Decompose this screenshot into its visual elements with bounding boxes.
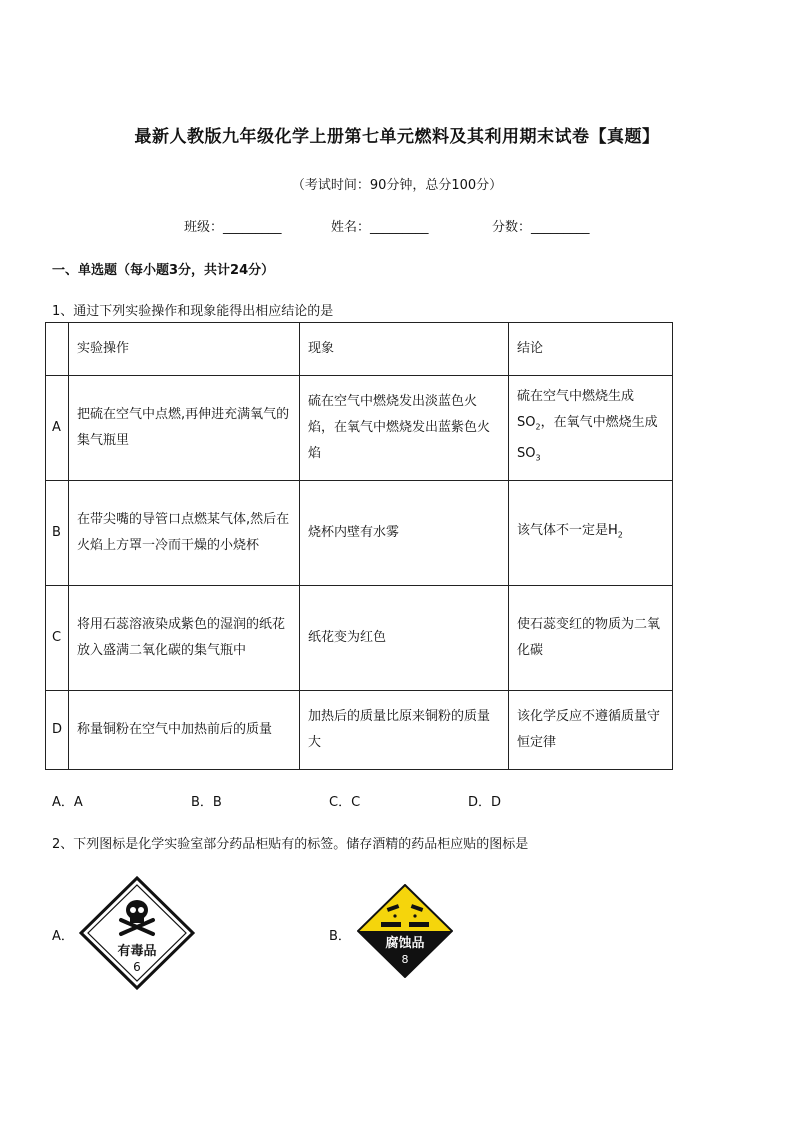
row-conclusion: 该气体不一定是$H_2$ [509,481,673,586]
toxic-sign-icon [79,876,195,990]
option-a[interactable]: A． [52,929,74,944]
option-c[interactable]: C．C [329,795,361,810]
table-row [46,481,673,586]
name-field: 姓名：_________ [331,220,429,235]
row-operation: 把硫在空气中点燃,再伸进充满氧气的集气瓶里 [69,376,300,481]
corrosive-sign-icon [357,884,453,978]
option-b[interactable]: B． [329,929,351,944]
row-label: B [46,481,69,586]
corrosive-sign-label: 腐蚀品 [385,936,425,951]
page-title: 最新人教版九年级化学上册第七单元燃料及其利用期末试卷【真题】 [134,127,660,147]
toxic-sign-number: 6 [133,960,141,974]
row-conclusion: 硫在空气中燃烧生成$SO_2$，在氧气中燃烧生成$SO_3$ [509,376,673,481]
table-row [46,586,673,691]
row-conclusion: 使石蕊变红的物质为二氧化碳 [509,586,673,691]
exam-duration: （考试时间：90分钟，总分100分） [291,178,503,193]
table-header-row [46,323,673,376]
option-d[interactable]: D．D [468,795,502,810]
row-label: D [46,691,69,770]
score-field: 分数：_________ [492,220,590,235]
row-label: A [46,376,69,481]
header-phenomenon: 现象 [300,323,509,376]
row-conclusion: 该化学反应不遵循质量守恒定律 [509,691,673,770]
header-operation: 实验操作 [69,323,300,376]
section-title: 一、单选题（每小题3分，共计24分） [52,263,275,278]
question-1-stem: 1、通过下列实验操作和现象能得出相应结论的是 [52,304,334,319]
header-conclusion: 结论 [509,323,673,376]
toxic-sign-label: 有毒品 [117,944,157,959]
option-b[interactable]: B．B [191,795,222,810]
row-phenomenon: 硫在空气中燃烧发出淡蓝色火焰，在氧气中燃烧发出蓝紫色火焰 [300,376,509,481]
corrosive-sign-number: 8 [401,953,409,966]
option-a[interactable]: A．A [52,795,83,810]
row-label: C [46,586,69,691]
table-row [46,691,673,770]
question-2-stem: 2、下列图标是化学实验室部分药品柜贴有的标签。储存酒精的药品柜应贴的图标是 [52,837,529,852]
table-row [46,376,673,481]
row-operation: 在带尖嘴的导管口点燃某气体,然后在火焰上方罩一冷而干燥的小烧杯 [69,481,300,586]
row-phenomenon: 加热后的质量比原来铜粉的质量大 [300,691,509,770]
class-field: 班级：_________ [184,220,282,235]
row-operation: 称量铜粉在空气中加热前后的质量 [69,691,300,770]
row-phenomenon: 纸花变为红色 [300,586,509,691]
question-1-table [45,322,673,770]
row-phenomenon: 烧杯内壁有水雾 [300,481,509,586]
row-operation: 将用石蕊溶液染成紫色的湿润的纸花放入盛满二氧化碳的集气瓶中 [69,586,300,691]
